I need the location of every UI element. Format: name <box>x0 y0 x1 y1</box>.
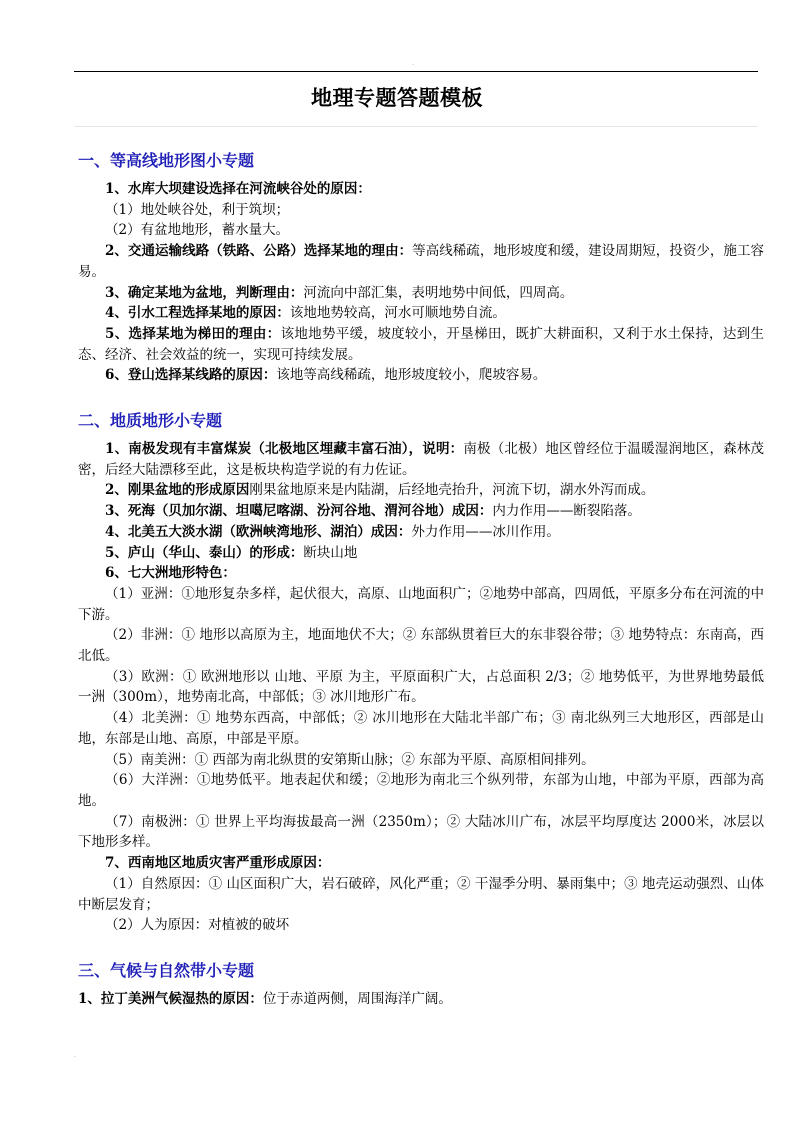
paragraph: （4）北美洲：① 地势东西高，中部低；② 冰川地形在大陆北半部广布；③ 南北纵列三大地形区，西部是山地，东部是山地、高原，中部是平原。 <box>78 710 764 747</box>
header-rule <box>74 71 758 72</box>
paragraph: 5、庐山（华山、泰山）的形成：断块山地 <box>105 544 358 561</box>
paragraph: （1）亚洲：①地形复杂多样，起伏很大，高原、山地面积广；②地势中部高，四周低，平原多分布在河流的中下游。 <box>78 585 764 623</box>
paragraph: 3、死海（贝加尔湖、坦噶尼喀湖、汾河谷地、渭河谷地）成因：内力作用——断裂陷落。 <box>105 503 641 520</box>
section-heading-contour: 一、等高线地形图小专题 <box>78 151 255 170</box>
paragraph: （1）自然原因：① 山区面积广大，岩石破碎，风化严重；② 干湿季分明、暴雨集中；③ 地壳运动强烈、山体中断层发育； <box>78 875 764 913</box>
paragraph: 4、北美五大淡水湖（欧洲峡湾地形、湖泊）成因：外力作用——冰川作用。 <box>105 523 560 540</box>
paragraph: 6、七大洲地形特色： <box>105 565 236 582</box>
paragraph: 2、交通运输线路（铁路、公路）选择某地的理由：等高线稀疏，地形坡度和缓，建设周期短，投资少，施工容易。 <box>78 243 765 280</box>
paragraph: （5）南美洲：① 西部为南北纵贯的安第斯山脉；② 东部为平原、高原相间排列。 <box>105 751 595 768</box>
paragraph: 1、拉丁美洲气候湿热的原因：位于赤道两侧，周围海洋广阔。 <box>78 990 452 1007</box>
paragraph: （1）地处峡谷处，利于筑坝； <box>105 201 290 218</box>
paragraph: （2）人为原因：对植被的破坏 <box>105 917 290 934</box>
footer-dot: . <box>74 1052 76 1059</box>
paragraph: （2）非洲：① 地形以高原为主，地面地伏不大；② 东部纵贯着巨大的东非裂谷带；③ 地势特点：东南高，西北低。 <box>78 627 764 665</box>
header-dot: . <box>412 60 414 67</box>
paragraph: 1、南极发现有丰富煤炭（北极地区埋藏丰富石油），说明：南极（北极）地区曾经位于温暖湿润地区，森林茂密，后经大陆漂移至此，这是板块构造学说的有力佐证。 <box>78 441 764 478</box>
document-body <box>78 148 764 1010</box>
title-rule <box>74 126 758 127</box>
paragraph: 7、西南地区地质灾害严重形成原因： <box>105 855 331 872</box>
paragraph: 2、刚果盆地的形成原因刚果盆地原来是内陆湖，后经地壳抬升，河流下切，湖水外泻而成。 <box>105 482 655 499</box>
paragraph: （3）欧洲：① 欧洲地形以 山地、平原 为主，平原面积广大，占总面积 2/3；② 地势低平，为世界地势最低一洲（300m），地势南北高，中部低；③ 冰川地形广布。 <box>78 668 764 706</box>
paragraph: 5、选择某地为梯田的理由：该地地势平缓，坡度较小，开垦梯田，既扩大耕面积，又利于水土保持，达到生态、经济、社会效益的统一，实现可持续发展。 <box>78 325 764 363</box>
paragraph: 3、确定某地为盆地，判断理由：河流向中部汇集，表明地势中间低，四周高。 <box>105 284 574 301</box>
paragraph: （7）南极洲：① 世界上平均海拔最高一洲（2350m）；② 大陆冰川广布，冰层平均厚度达 2000米，冰层以下地形多样。 <box>78 813 764 851</box>
section-heading-climate: 三、气候与自然带小专题 <box>78 960 255 980</box>
section-heading-geology: 二、地质地形小专题 <box>78 411 223 431</box>
paragraph: （2）有盆地地形，蓄水量大。 <box>105 222 290 239</box>
paragraph: （6）大洋洲：①地势低平。地表起伏和缓；②地形为南北三个纵列带，东部为山地，中部为平原，西部为高地。 <box>78 772 764 809</box>
page-title: 地理专题答题模板 <box>311 85 483 110</box>
paragraph: 4、引水工程选择某地的原因：该地地势较高，河水可顺地势自流。 <box>105 305 506 322</box>
paragraph: 6、登山选择某线路的原因：该地等高线稀疏，地形坡度较小，爬坡容易。 <box>105 367 547 384</box>
paragraph: 1、水库大坝建设选择在河流峡谷处的原因： <box>105 181 371 197</box>
